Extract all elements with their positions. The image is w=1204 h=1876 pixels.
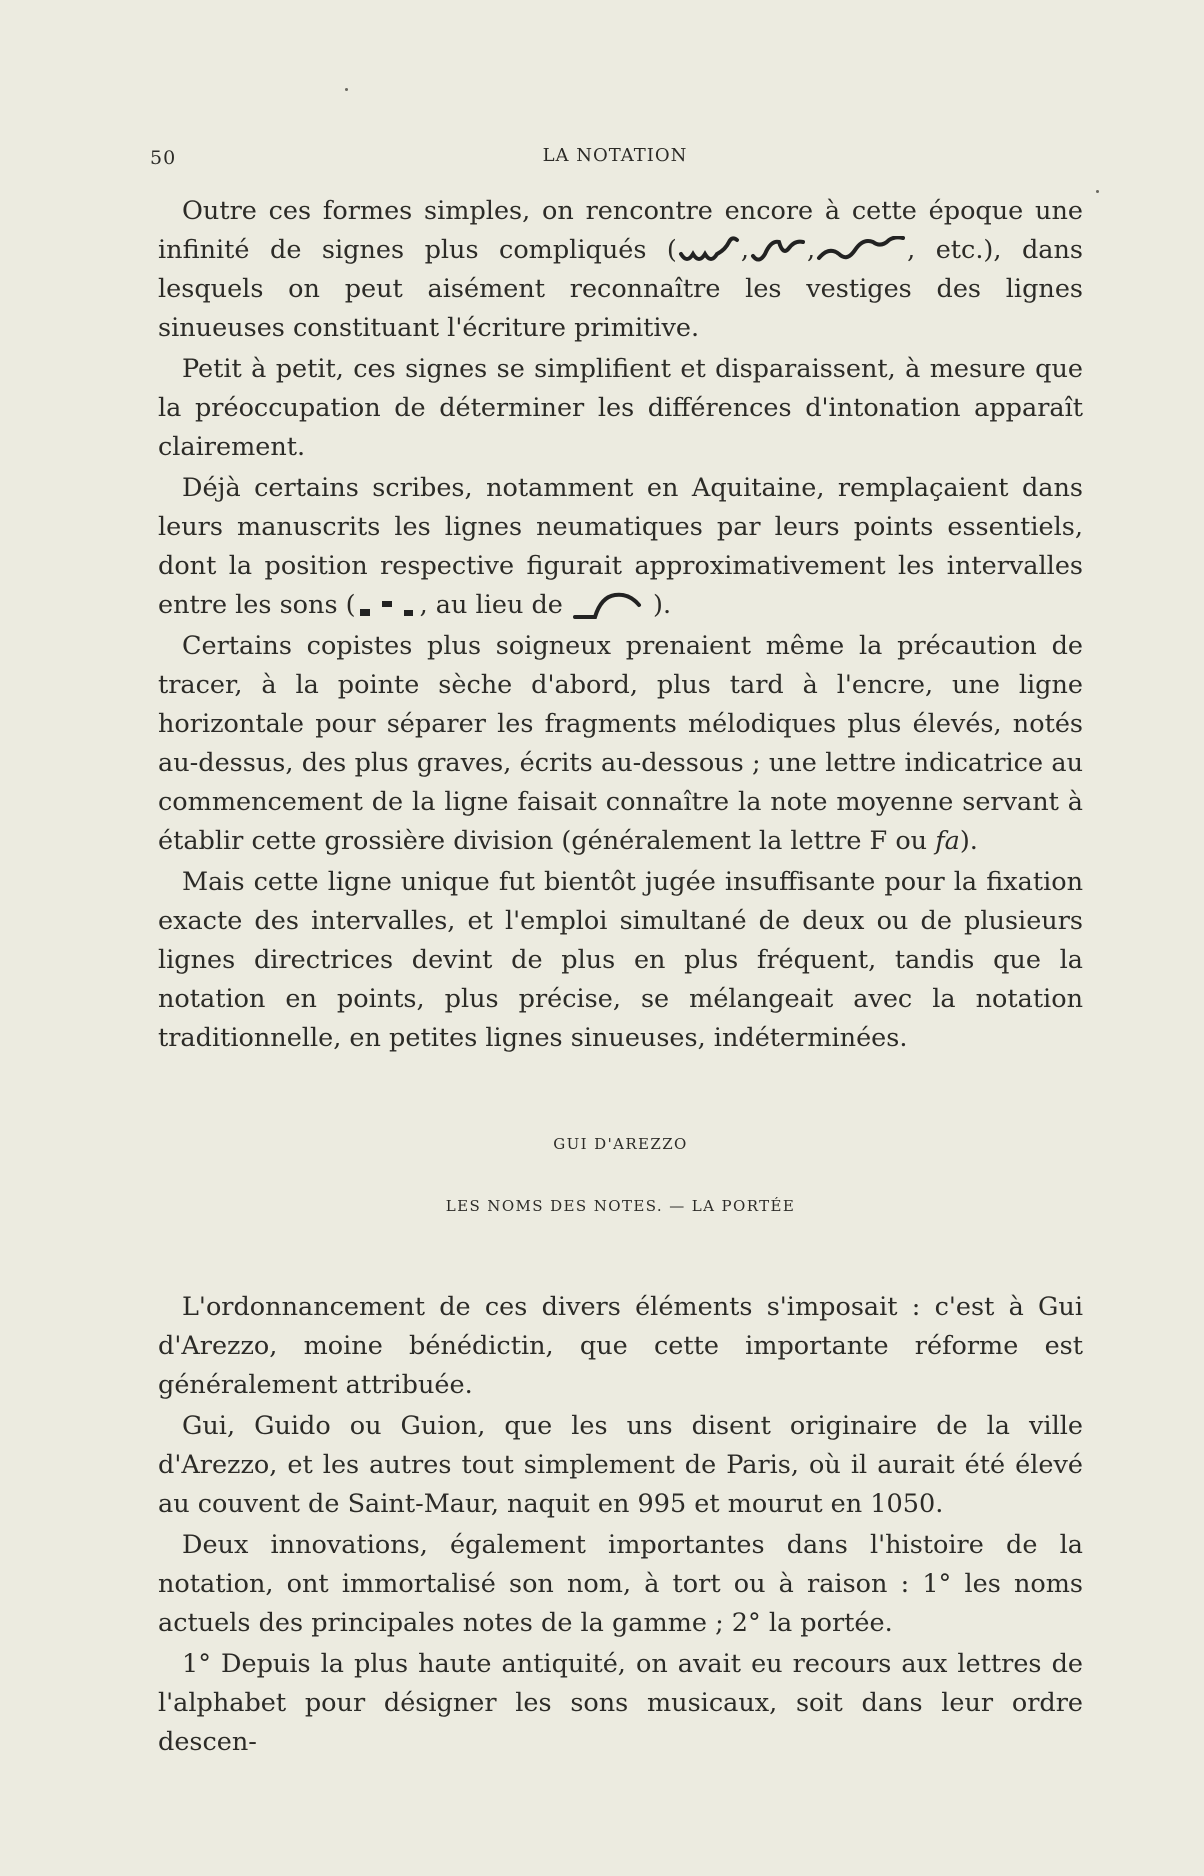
paragraph-text: Certains copistes plus soigneux prenaient même la précaution de tracer, à la pointe sèche d'abord, plus tard à l'encre, une ligne horizontale pour séparer les fragments mélodiques plus élevés, notés au-dessus, des plus graves, écrits au-dessous ; une lettre indicatrice au commencement de la ligne faisait connaître la note moyenne servant à établir cette grossière division (généralement la lettre F ou — [158, 631, 1083, 856]
paragraph — [158, 192, 1083, 348]
paragraph-text: ). — [653, 590, 672, 620]
paragraph-text: Déjà certains scribes, notamment en Aquitaine, remplaçaient dans leurs manuscrits les lignes neumatiques par leurs points essentiels, dont la position respective figurait approximativement les intervalles entre les sons ( — [158, 473, 1083, 620]
paper-speck — [345, 88, 348, 91]
section-subheading: LES NOMS DES NOTES. — LA PORTÉE — [445, 1197, 796, 1215]
paragraph: 1° Depuis la plus haute antiquité, on avait eu recours aux lettres de l'alphabet pour désigner les sons musicaux, soit dans leur ordre descen- — [158, 1649, 1083, 1757]
paragraph: L'ordonnancement de ces divers éléments s'imposait : c'est à Gui d'Arezzo, moine bénédictin, que cette importante réforme est généralement attribuée. — [158, 1292, 1083, 1400]
italic-note-name: fa — [935, 826, 960, 856]
paragraph: Gui, Guido ou Guion, que les uns disent originaire de la ville d'Arezzo, et les autres tout simplement de Paris, où il aurait été élevé au couvent de Saint-Maur, naquit en 995 et mourut en 1050. — [158, 1411, 1083, 1519]
section-body-1 — [158, 192, 1083, 1060]
section-heading: GUI D'AREZZO — [553, 1135, 688, 1153]
paragraph: Petit à petit, ces signes se simplifient et disparaissent, à mesure que la préoccupation de déterminer les différences d'intonation apparaît clairement. — [158, 354, 1083, 462]
separator: , — [806, 235, 816, 265]
paragraph: Deux innovations, également importantes dans l'histoire de la notation, ont immortalisé son nom, à tort ou à raison : 1° les noms actuels des principales notes de la gamme ; 2° la portée. — [158, 1530, 1083, 1638]
paragraph-text: Outre ces formes simples, on rencontre encore à cette époque une infinité de signes plus compliqués ( — [158, 196, 1083, 265]
compound-neume-3-icon — [815, 236, 907, 266]
paragraph-text: , au lieu de — [419, 590, 571, 620]
paragraph: Mais cette ligne unique fut bientôt jugée insuffisante pour la fixation exacte des intervalles, et l'emploi simultané de deux ou de plusieurs lignes directrices devint de plus en plus fréquent, tandis que la notation en points, plus précise, se mélangeait avec la notation traditionnelle, en petites lignes sinueuses, indéterminées. — [158, 867, 1083, 1053]
paragraph — [158, 627, 1083, 861]
compound-neume-1-icon — [677, 236, 741, 266]
compound-neume-2-icon — [749, 236, 807, 266]
paper-speck — [1096, 190, 1099, 193]
paragraph — [158, 469, 1083, 625]
running-title: LA NOTATION — [542, 145, 688, 166]
page-number: 50 — [150, 147, 177, 169]
point-neumes-icon — [356, 591, 420, 621]
paragraph-text: , etc.), dans lesquels on peut aisément reconnaître les vestiges des lignes sinueuses constituant l'écriture primitive. — [158, 235, 1084, 343]
paragraph-text: ). — [959, 826, 978, 856]
section-body-2 — [158, 1288, 1083, 1764]
separator: , — [740, 235, 749, 265]
curve-neume-icon — [571, 589, 653, 623]
running-head — [150, 145, 1080, 169]
